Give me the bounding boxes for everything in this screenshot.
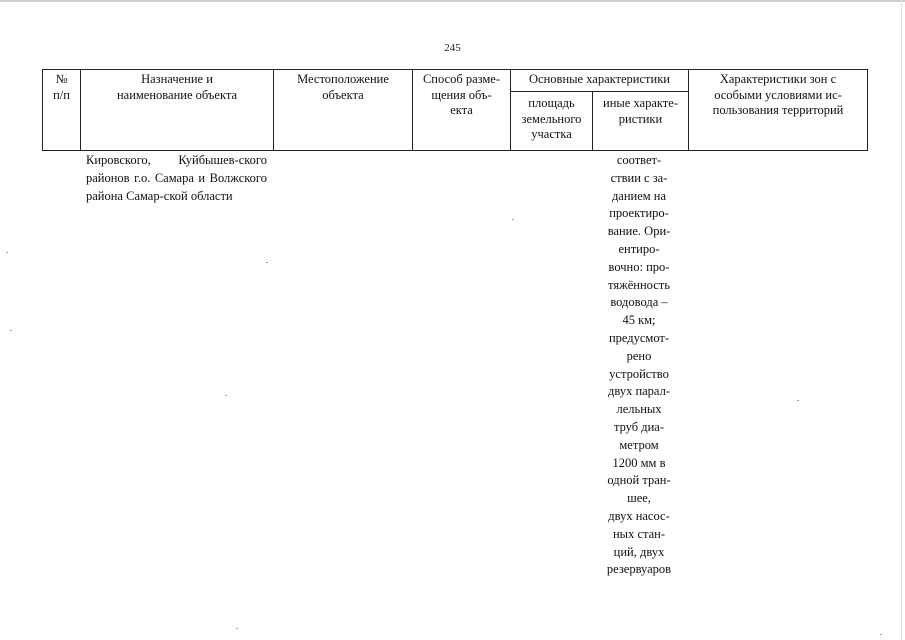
subheader-divider [510, 91, 688, 92]
table-border-right [867, 69, 868, 151]
scan-speck [236, 628, 238, 629]
scan-speck [880, 634, 882, 635]
scan-speck [266, 262, 268, 263]
header-name: Назначение и наименование объекта [116, 72, 238, 102]
scan-speck [6, 252, 8, 253]
scan-speck [512, 219, 514, 220]
header-number: № п/п [53, 72, 70, 102]
scan-top-edge [0, 0, 905, 2]
header-land-area: площадь земельного участка [521, 96, 582, 141]
row-name-cell: Кировского, Куйбышев-ского районов г.о. Самара и Волжского района Самар-ской области [86, 153, 267, 203]
page-number: 245 [444, 42, 461, 54]
header-zones: Характеристики зон с особыми условиями ис- пользования территорий [712, 72, 844, 117]
scan-speck [797, 400, 799, 401]
scan-speck [10, 330, 12, 331]
header-main-characteristics: Основные характеристики [529, 72, 670, 86]
header-placement: Способ разме- щения объ- екта [422, 72, 501, 117]
header-bottom-border [42, 150, 868, 151]
table-border-top [42, 69, 868, 70]
header-other-characteristics: иные характе- ристики [603, 96, 678, 126]
scan-right-edge [901, 0, 902, 640]
header-location: Местоположение объекта [297, 72, 389, 102]
scan-speck [225, 395, 227, 396]
row-other-characteristics-cell: соответ- ствии с за- данием на проектиро- вание. Ори- ентиро- вочно: про- тяжённость водовода – 45 км; предусмот- рено устройство двух парал- лельных труб диа- метром 1200 мм в одной тран- шее, двух насос- ных стан- ций, двух резервуаров [606, 153, 672, 577]
